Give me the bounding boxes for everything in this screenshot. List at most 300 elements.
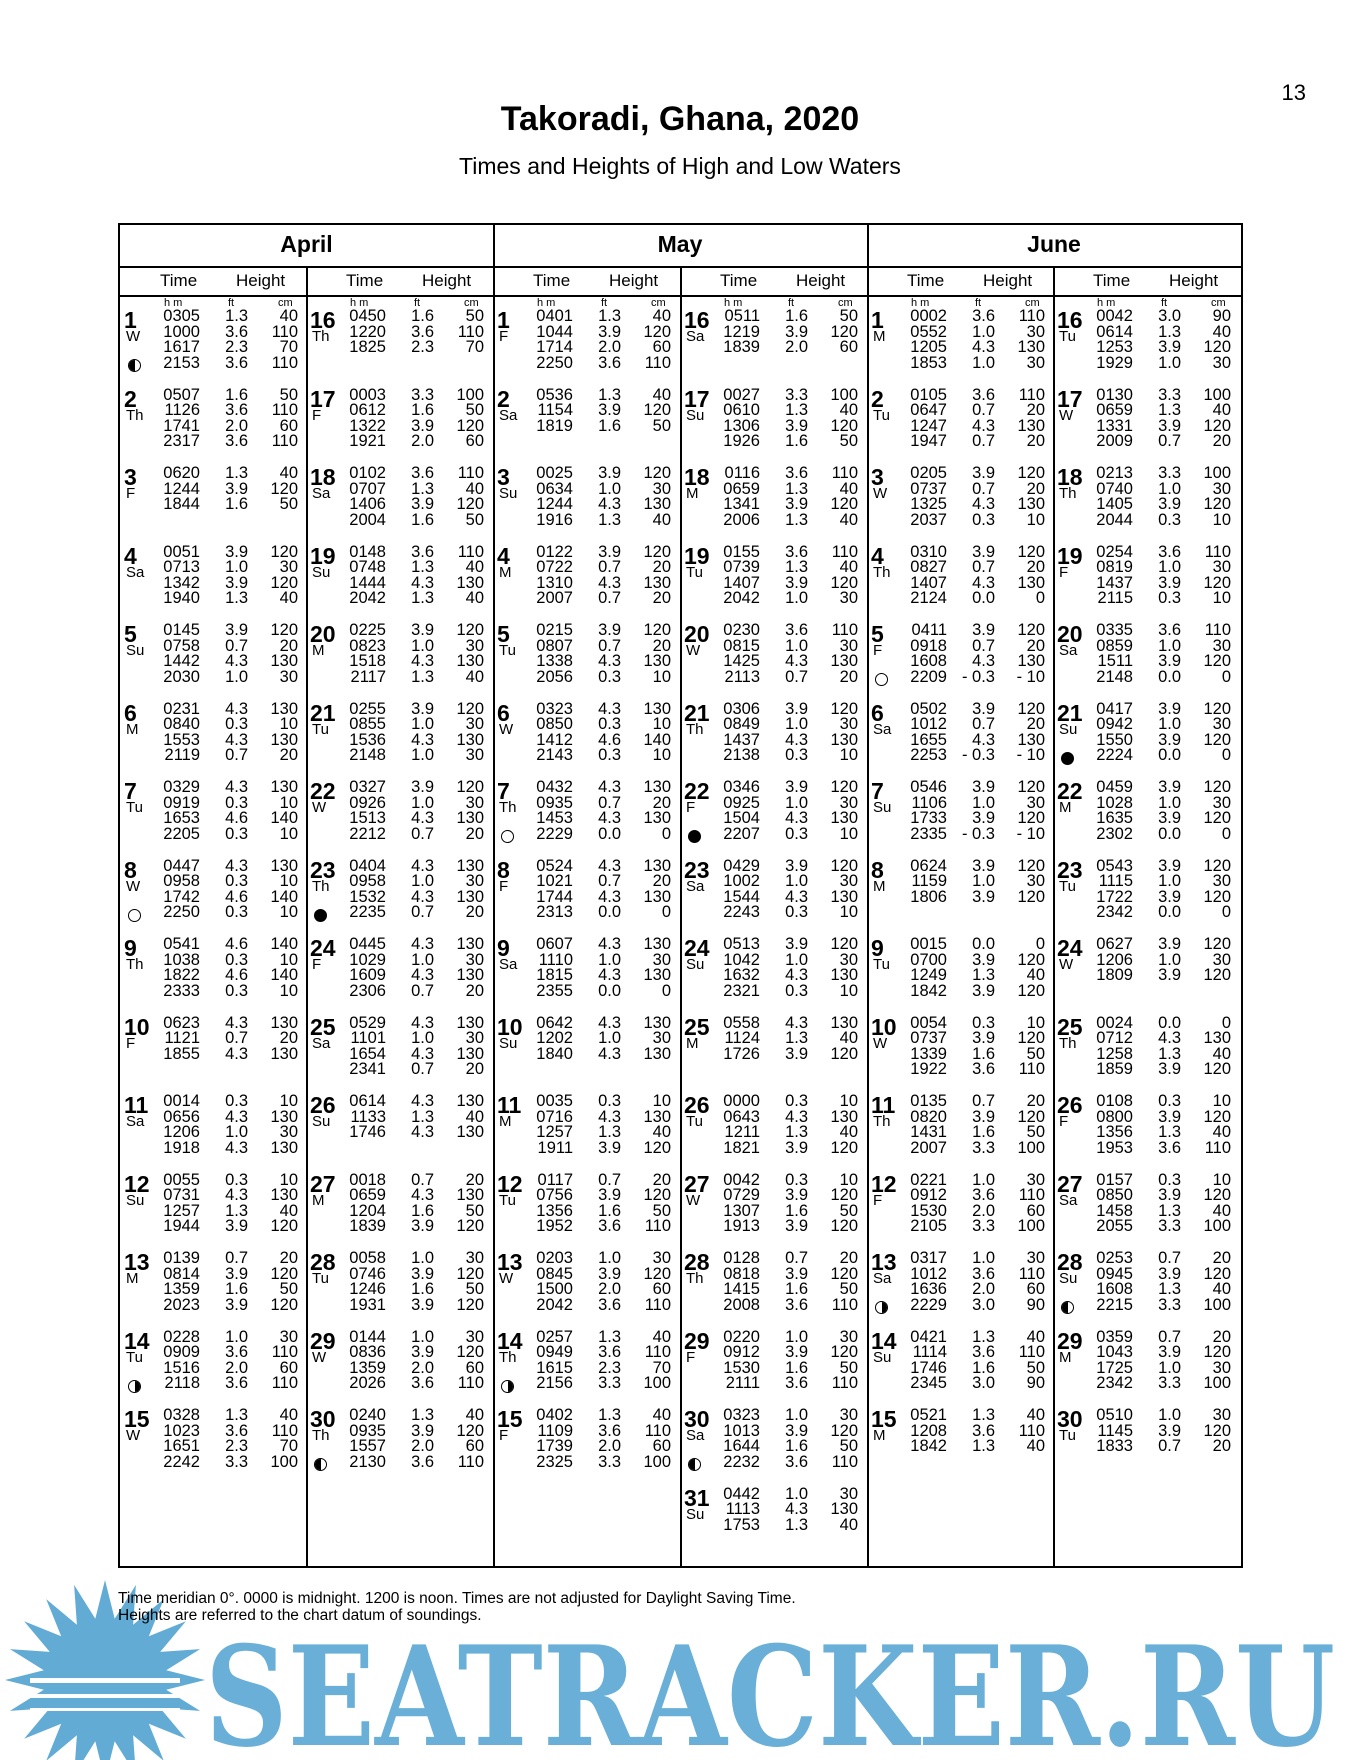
tide-height-cm: 30	[1212, 872, 1231, 891]
tide-row	[306, 699, 492, 718]
tide-height-cm: 50	[839, 432, 858, 451]
day-number: 14	[497, 1327, 523, 1354]
unit-label-ft: ft	[1161, 297, 1168, 309]
tide-height-cm: 20	[652, 589, 671, 608]
tide-height-cm: 120	[1203, 730, 1231, 749]
day-entry	[120, 452, 306, 528]
tide-row	[120, 905, 306, 921]
tide-height-ft: 3.3	[972, 1217, 995, 1236]
tide-height-ft: 3.9	[785, 1186, 808, 1205]
tide-time: 0945	[1096, 1264, 1133, 1283]
tide-height-ft: 3.9	[1158, 1186, 1181, 1205]
day-number: 22	[1057, 778, 1083, 804]
tide-height-ft: 1.0	[785, 793, 808, 812]
tide-height-ft: 1.3	[598, 510, 621, 529]
tide-height-ft: 3.6	[785, 464, 808, 482]
unit-label-ft: ft	[228, 297, 235, 309]
weekday: Su	[686, 406, 705, 424]
tide-row	[493, 699, 679, 718]
weekday: W	[1059, 406, 1074, 424]
day-number: 2	[871, 385, 884, 412]
unit-label-cm: cm	[1025, 297, 1040, 309]
tide-time: 0042	[1096, 307, 1133, 325]
tide-height-ft: 3.9	[785, 1264, 808, 1283]
tide-height-cm: 130	[456, 966, 484, 985]
tide-height-ft: 3.9	[972, 699, 995, 718]
tide-height-ft: 3.6	[785, 1374, 808, 1393]
tide-time: 2229	[910, 1295, 947, 1314]
weekday: Th	[873, 563, 891, 581]
tide-time: 2111	[725, 1374, 760, 1393]
day-entry	[120, 295, 306, 371]
day-entry	[867, 1394, 1053, 1470]
tide-height-cm: 10	[279, 950, 298, 969]
tide-time: 0513	[723, 935, 760, 953]
day-number: 19	[1057, 542, 1083, 569]
tide-time: 0729	[723, 1186, 760, 1205]
weekday: Tu	[1059, 328, 1076, 345]
tide-time: 2232	[723, 1452, 760, 1471]
tide-time: 1518	[349, 652, 386, 671]
tide-time: 0541	[163, 935, 200, 953]
tide-row	[680, 1502, 866, 1518]
tide-height-ft: 3.6	[1158, 1138, 1181, 1157]
day-number: 20	[310, 621, 336, 647]
tide-time: 0918	[910, 636, 947, 655]
tide-row	[493, 1188, 679, 1204]
tide-time: 1126	[164, 401, 200, 420]
tide-row	[680, 824, 866, 843]
tide-row	[493, 416, 679, 435]
weekday: Tu	[312, 720, 329, 738]
day-entry	[867, 609, 1053, 685]
tide-time: 0157	[1096, 1170, 1133, 1189]
tide-time: 2156	[536, 1374, 573, 1393]
day-entry	[1053, 452, 1239, 528]
tide-height-ft: 3.9	[411, 1295, 434, 1314]
tide-row	[120, 479, 306, 498]
tide-time: 0135	[910, 1092, 947, 1110]
tide-height-cm: 0	[1221, 667, 1231, 686]
tide-time: 0027	[723, 385, 760, 404]
tide-height-ft: 4.3	[972, 573, 995, 592]
tide-time: 1944	[163, 1217, 200, 1236]
tide-height-ft: 0.0	[1158, 824, 1181, 843]
tide-time: 1636	[910, 1280, 947, 1299]
tide-height-ft: 3.9	[225, 542, 248, 561]
tide-time: 0919	[163, 793, 200, 812]
weekday: Sa	[686, 328, 705, 345]
tide-height-cm: 120	[830, 1186, 858, 1205]
tide-height-cm: 30	[839, 950, 858, 969]
tide-height-ft: 1.0	[1158, 950, 1181, 969]
weekday: Sa	[312, 1034, 331, 1052]
day-number: 12	[497, 1170, 523, 1197]
day-number: 6	[871, 699, 884, 726]
tide-row	[493, 1138, 679, 1157]
tide-time: 0122	[536, 542, 573, 561]
tide-height-cm: 30	[839, 793, 858, 812]
tide-height-cm: 120	[643, 1264, 671, 1283]
tide-height-cm: 50	[465, 307, 484, 325]
tide-height-ft: 1.3	[225, 307, 248, 325]
tide-time: 1208	[910, 1421, 947, 1440]
day-entry	[680, 1080, 866, 1156]
tide-height-cm: 120	[830, 1421, 858, 1440]
tide-row	[120, 1013, 306, 1032]
weekday: M	[499, 563, 512, 581]
tide-row	[680, 856, 866, 875]
tide-height-cm: 110	[1018, 1264, 1045, 1283]
tide-height-cm: 30	[1026, 322, 1045, 341]
tide-height-cm: 50	[1026, 1044, 1045, 1063]
tide-height-ft: 3.6	[1158, 621, 1181, 639]
weekday: Th	[312, 328, 330, 345]
tide-time: 2341	[349, 1060, 386, 1079]
header-height: Height	[983, 271, 1033, 290]
tide-height-cm: 40	[279, 464, 298, 482]
weekday: F	[873, 642, 883, 659]
tide-height-cm: 30	[1026, 1170, 1045, 1189]
tide-time: 2325	[536, 1452, 573, 1471]
tide-time: 1809	[1096, 966, 1133, 985]
tide-height-ft: 1.3	[411, 558, 434, 577]
tide-row	[493, 573, 679, 592]
tide-height-ft: 4.3	[972, 730, 995, 749]
tide-height-ft: 3.3	[972, 1138, 995, 1157]
tide-height-cm: 130	[830, 1107, 858, 1126]
tide-row	[1053, 1421, 1239, 1440]
tide-height-cm: 130	[456, 1186, 484, 1205]
tide-height-cm: 20	[465, 981, 484, 1000]
tide-height-ft: 1.0	[1158, 793, 1181, 812]
tide-row	[306, 623, 492, 639]
day-entry	[306, 531, 492, 607]
tide-height-cm: 130	[270, 856, 298, 875]
tide-height-cm: 30	[1212, 636, 1231, 655]
day-entry	[867, 688, 1053, 764]
tide-time: 0800	[1096, 1107, 1133, 1126]
tide-height-cm: 130	[456, 935, 484, 953]
tide-row	[306, 510, 492, 529]
day-entry	[306, 845, 492, 921]
tide-time: 1106	[911, 793, 947, 812]
tide-height-cm: 20	[1212, 1437, 1231, 1456]
tide-row	[493, 748, 679, 764]
weekday: Sa	[686, 877, 705, 895]
tide-height-ft: 4.3	[225, 699, 248, 718]
tide-height-cm: 120	[830, 856, 858, 875]
tide-height-cm: 40	[1212, 1201, 1231, 1220]
tide-height-ft: 3.9	[1158, 699, 1181, 718]
tide-height-cm: 20	[1212, 432, 1231, 451]
unit-label-ft: ft	[975, 297, 982, 309]
tide-height-cm: 120	[1017, 464, 1045, 482]
tide-time: 0731	[163, 1186, 200, 1205]
day-entry	[306, 1316, 492, 1392]
tide-height-ft: 1.6	[785, 1201, 808, 1220]
day-entry	[680, 1473, 866, 1549]
tide-height-cm: 110	[1018, 385, 1045, 404]
tide-row	[867, 1031, 1053, 1047]
tide-row	[867, 1282, 1053, 1298]
tide-time: 0700	[910, 950, 947, 969]
tide-time: 0529	[349, 1013, 386, 1032]
day-number: 15	[871, 1406, 897, 1432]
tide-height-ft: 1.0	[225, 1123, 248, 1142]
day-entry	[867, 845, 1053, 921]
tide-time: 1753	[723, 1515, 760, 1534]
weekday: W	[126, 877, 141, 895]
tide-time: 1557	[349, 1437, 386, 1456]
tide-height-ft: 3.6	[972, 1186, 995, 1205]
tide-height-cm: 100	[1203, 464, 1231, 482]
tide-height-cm: 110	[831, 1295, 858, 1314]
tide-height-cm: 130	[1017, 338, 1045, 357]
tide-height-ft: 1.3	[411, 589, 434, 608]
tide-height-ft: 2.0	[411, 432, 434, 451]
tide-height-ft: 4.3	[225, 1138, 248, 1157]
tide-height-cm: 100	[1017, 1217, 1045, 1236]
tide-height-ft: 1.3	[225, 464, 248, 482]
tide-height-ft: 0.3	[785, 1092, 808, 1110]
tide-time: 0128	[723, 1249, 760, 1267]
weekday: F	[499, 877, 509, 895]
tide-time: 0814	[163, 1264, 200, 1283]
tide-row	[1053, 1062, 1239, 1078]
tide-height-ft: 0.7	[411, 1170, 434, 1189]
tide-height-ft: 1.0	[598, 1249, 621, 1267]
tide-time: 0139	[163, 1249, 200, 1267]
tide-time: 1442	[163, 652, 200, 671]
tide-height-ft: 1.6	[972, 1044, 995, 1063]
weekday: Tu	[312, 1270, 329, 1287]
tide-height-cm: 120	[270, 573, 298, 592]
tide-height-ft: 4.3	[225, 1044, 248, 1063]
tide-height-ft: 0.7	[225, 1249, 248, 1267]
day-number: 5	[871, 621, 884, 647]
tide-height-ft: 3.6	[972, 385, 995, 404]
tide-height-ft: 0.0	[598, 981, 621, 1000]
tide-height-ft: 1.6	[785, 1437, 808, 1456]
tide-row	[1053, 856, 1239, 875]
day-entry	[867, 923, 1053, 999]
day-entry	[867, 1080, 1053, 1156]
tide-height-cm: 130	[270, 1107, 298, 1126]
tide-time: 0819	[1096, 558, 1133, 577]
tide-time: 0823	[349, 636, 386, 655]
tide-height-ft: 4.3	[411, 1123, 434, 1142]
tide-time: 1407	[723, 573, 760, 592]
tide-height-cm: 20	[1026, 479, 1045, 498]
tide-row	[306, 340, 492, 356]
tide-time: 0051	[163, 542, 200, 561]
tide-height-cm: 10	[1212, 589, 1231, 608]
tide-row	[680, 434, 866, 450]
tide-height-cm: - 10	[1016, 746, 1045, 765]
tide-time: 1833	[1096, 1437, 1133, 1456]
tide-time: 2042	[536, 1295, 573, 1314]
tide-height-ft: 4.3	[225, 1186, 248, 1205]
tide-height-cm: 100	[456, 385, 484, 404]
tide-height-ft: 0.7	[972, 636, 995, 655]
tide-row	[306, 573, 492, 592]
tide-height-cm: 120	[1203, 778, 1231, 796]
tide-height-ft: 4.3	[785, 966, 808, 985]
day-entry	[493, 688, 679, 764]
tide-time: 1405	[1096, 495, 1133, 514]
tide-height-cm: 90	[1026, 1295, 1045, 1314]
tide-row	[867, 1188, 1053, 1204]
day-number: 4	[871, 542, 884, 569]
tide-height-ft: 1.3	[785, 1123, 808, 1142]
tide-row	[680, 573, 866, 592]
tide-row	[493, 730, 679, 749]
day-number: 25	[684, 1013, 710, 1040]
tide-height-ft: 3.6	[972, 307, 995, 325]
day-entry	[120, 688, 306, 764]
tide-time: 0815	[723, 636, 760, 655]
tide-time: 1500	[536, 1280, 573, 1299]
tide-height-ft: 3.9	[225, 621, 248, 639]
day-entry	[120, 1159, 306, 1235]
tide-height-cm: 130	[830, 887, 858, 906]
tide-row	[1053, 887, 1239, 906]
tide-row	[1053, 824, 1239, 843]
tide-height-ft: 3.6	[225, 432, 248, 451]
weekday: F	[1059, 563, 1069, 581]
tide-height-cm: 120	[1203, 856, 1231, 875]
tide-height-cm: 120	[456, 778, 484, 796]
tide-time: 0228	[163, 1327, 200, 1346]
tide-time: 0346	[723, 778, 760, 796]
tide-height-cm: 120	[830, 416, 858, 435]
tide-height-cm: 30	[839, 1484, 858, 1503]
tide-row	[306, 780, 492, 796]
tide-time: 0850	[536, 715, 573, 734]
tide-height-ft: 3.9	[785, 1421, 808, 1440]
tide-time: 1806	[910, 887, 947, 906]
tide-time: 1654	[349, 1044, 386, 1063]
tide-height-ft: 1.3	[785, 558, 808, 577]
tide-row	[306, 667, 492, 686]
tide-time: 1609	[349, 966, 386, 985]
tide-height-cm: 120	[456, 1343, 484, 1362]
day-entry	[867, 374, 1053, 450]
weekday: W	[499, 1270, 514, 1287]
tide-height-ft: 4.3	[411, 730, 434, 749]
day-number: 9	[124, 935, 137, 961]
unit-label-hm: h m	[164, 297, 183, 309]
tide-time: 0737	[910, 479, 947, 498]
tide-time: 2006	[723, 510, 760, 529]
tide-height-cm: 50	[1026, 1123, 1045, 1142]
day-entry	[120, 531, 306, 607]
weekday: Th	[126, 956, 144, 973]
tide-height-ft: 3.9	[1158, 338, 1181, 357]
tide-height-ft: 3.3	[225, 1452, 248, 1471]
tide-height-cm: 40	[279, 1406, 298, 1424]
tide-height-ft: 3.9	[972, 621, 995, 639]
tide-height-cm: 120	[1017, 699, 1045, 718]
tide-height-cm: 120	[830, 1138, 858, 1157]
tide-height-ft: 2.0	[598, 1437, 621, 1456]
tide-row	[867, 385, 1053, 404]
tide-height-cm: 120	[1203, 809, 1231, 828]
tide-height-ft: 0.7	[598, 872, 621, 891]
weekday: Su	[126, 642, 145, 659]
tide-row	[493, 887, 679, 906]
tide-height-cm: 20	[1026, 432, 1045, 451]
day-entry	[867, 1159, 1053, 1235]
tide-row	[867, 623, 1053, 639]
day-entry	[493, 1316, 679, 1392]
tide-time: 1145	[1097, 1421, 1133, 1440]
tide-time: 2007	[910, 1138, 947, 1157]
tide-height-ft: 0.7	[1158, 432, 1181, 451]
tide-height-ft: 2.0	[785, 338, 808, 357]
tide-row	[120, 811, 306, 827]
tide-height-cm: 40	[465, 667, 484, 686]
tide-height-ft: 3.6	[785, 1295, 808, 1314]
weekday: M	[873, 1427, 886, 1444]
tide-height-ft: 3.9	[225, 479, 248, 498]
tide-time: 0926	[349, 793, 386, 812]
tide-height-ft: 0.7	[225, 1029, 248, 1048]
tide-height-ft: 1.0	[411, 793, 434, 812]
tide-height-ft: 0.3	[225, 981, 248, 1000]
tide-height-cm: 0	[661, 903, 671, 922]
tide-height-cm: 40	[1212, 401, 1231, 420]
tide-height-ft: 3.9	[1158, 1421, 1181, 1440]
tide-time: 1815	[536, 966, 573, 985]
tide-row	[867, 1421, 1053, 1440]
day-number: 17	[1057, 385, 1083, 412]
tide-row	[493, 1264, 679, 1283]
tide-height-ft: 0.0	[1158, 1013, 1181, 1032]
tide-time: 0543	[1096, 856, 1133, 875]
tide-height-cm: 120	[830, 1343, 858, 1362]
tide-height-ft: 4.3	[411, 1013, 434, 1032]
tide-height-cm: 120	[456, 621, 484, 639]
tide-time: 1257	[163, 1201, 200, 1220]
tide-height-cm: 120	[270, 1295, 298, 1314]
tide-row	[493, 1421, 679, 1440]
tide-row	[306, 1421, 492, 1440]
tide-height-cm: 130	[1017, 730, 1045, 749]
weekday: Su	[499, 1034, 518, 1052]
tide-height-ft: 3.6	[411, 542, 434, 561]
weekday: Th	[499, 799, 517, 816]
weekday: Su	[312, 563, 331, 581]
tide-height-cm: 130	[456, 1092, 484, 1110]
tide-time: 0055	[163, 1170, 200, 1189]
tide-height-ft: 3.9	[972, 542, 995, 561]
tide-height-cm: 100	[270, 1452, 298, 1471]
day-number: 20	[684, 621, 710, 647]
tide-height-cm: 130	[270, 1138, 298, 1157]
tide-height-ft: 3.9	[598, 1264, 621, 1283]
tide-row	[680, 466, 866, 482]
day-entry	[493, 1394, 679, 1470]
tide-height-ft: - 0.3	[961, 824, 995, 843]
tide-height-ft: 3.9	[972, 856, 995, 875]
day-number: 27	[310, 1170, 336, 1197]
tide-height-cm: 120	[1017, 1107, 1045, 1126]
tide-time: 1929	[1096, 353, 1133, 372]
tide-height-cm: 0	[1221, 903, 1231, 922]
weekday: Su	[873, 799, 892, 816]
